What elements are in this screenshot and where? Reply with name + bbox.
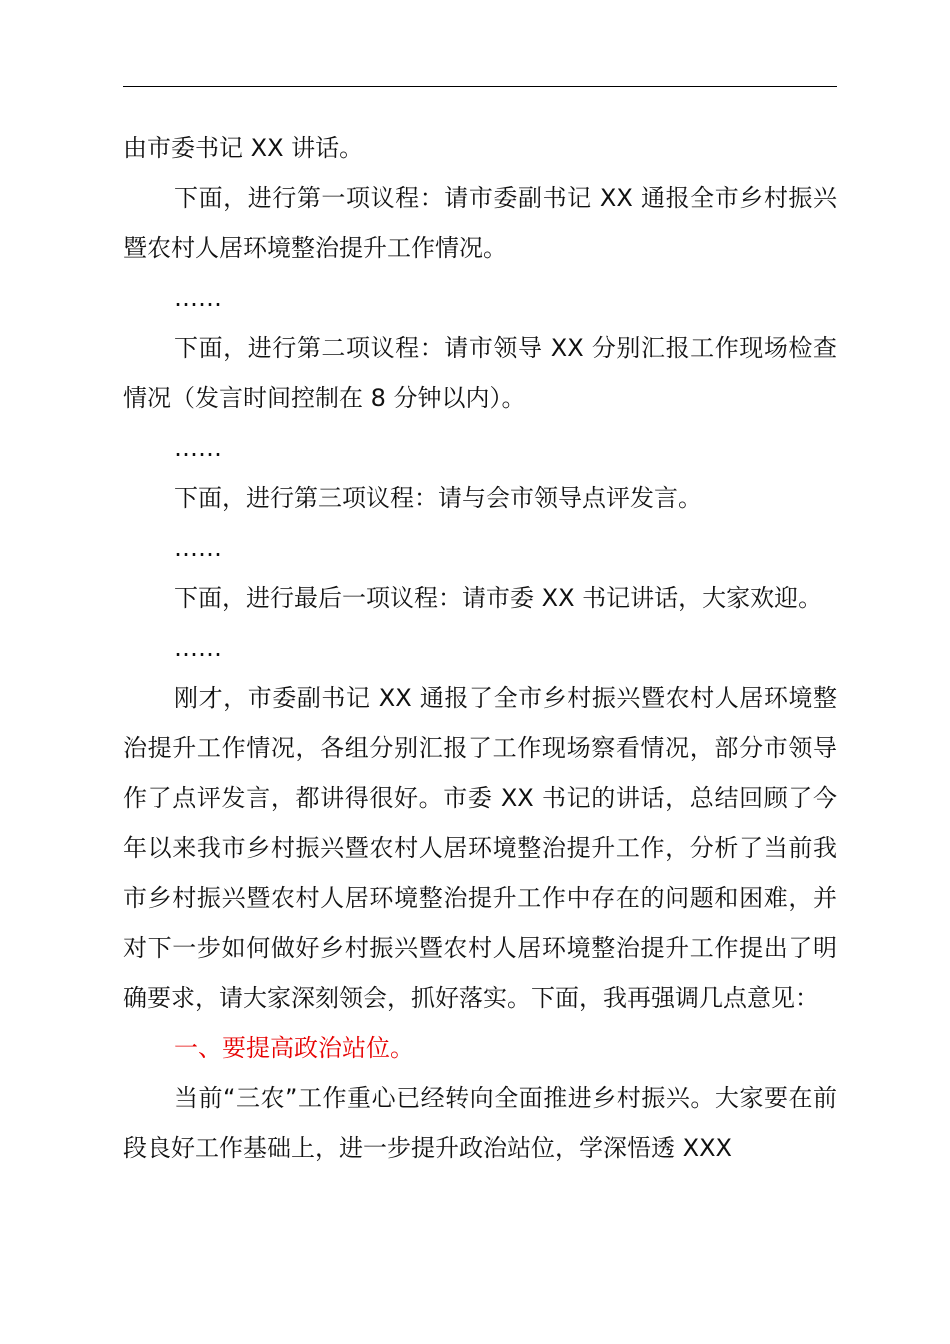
ellipsis-1: …… [174,284,222,312]
paragraph-summary: 刚才，市委副书记 XX 通报了全市乡村振兴暨农村人居环境整治提升工作情况，各组分别汇报了工作现场察看情况，部分市领导作了点评发言，都讲得很好。市委 XX 书记的讲话，总结回顾了今年以来我市乡村振兴暨农村人居环境整治提升工作，分析了当前我市乡村振兴暨农村人居环境整治提升工作中存在的问题和困难，并对下一步如何做好乡村振兴暨农村人居环境整治提升工作提出了明确要求，请大家深刻领会，抓好落实。下面，我再强调几点意见： [123,684,837,1012]
ellipsis-3: …… [174,534,222,562]
paragraph-section-1-body: 当前“三农”工作重心已经转向全面推进乡村振兴。大家要在前段良好工作基础上，进一步提升政治站位，学深悟透 XXX [123,1084,837,1162]
paragraph-agenda-item-1: 下面，进行第一项议程：请市委副书记 XX 通报全市乡村振兴暨农村人居环境整治提升工作情况。 [123,184,837,262]
section-heading-1: 一、要提高政治站位。 [174,1034,414,1062]
paragraph-speaker-intro: 由市委书记 XX 讲话。 [123,134,364,162]
ellipsis-4: …… [174,634,222,662]
paragraph-agenda-final: 下面，进行最后一项议程：请市委 XX 书记讲话，大家欢迎。 [174,584,823,612]
document-body [123,123,837,1173]
ellipsis-2: …… [174,434,222,462]
header-rule [123,86,837,87]
paragraph-agenda-item-3: 下面，进行第三项议程：请与会市领导点评发言。 [174,484,702,512]
paragraph-agenda-item-2: 下面，进行第二项议程：请市领导 XX 分别汇报工作现场检查情况（发言时间控制在 8 分钟以内）。 [123,334,837,412]
